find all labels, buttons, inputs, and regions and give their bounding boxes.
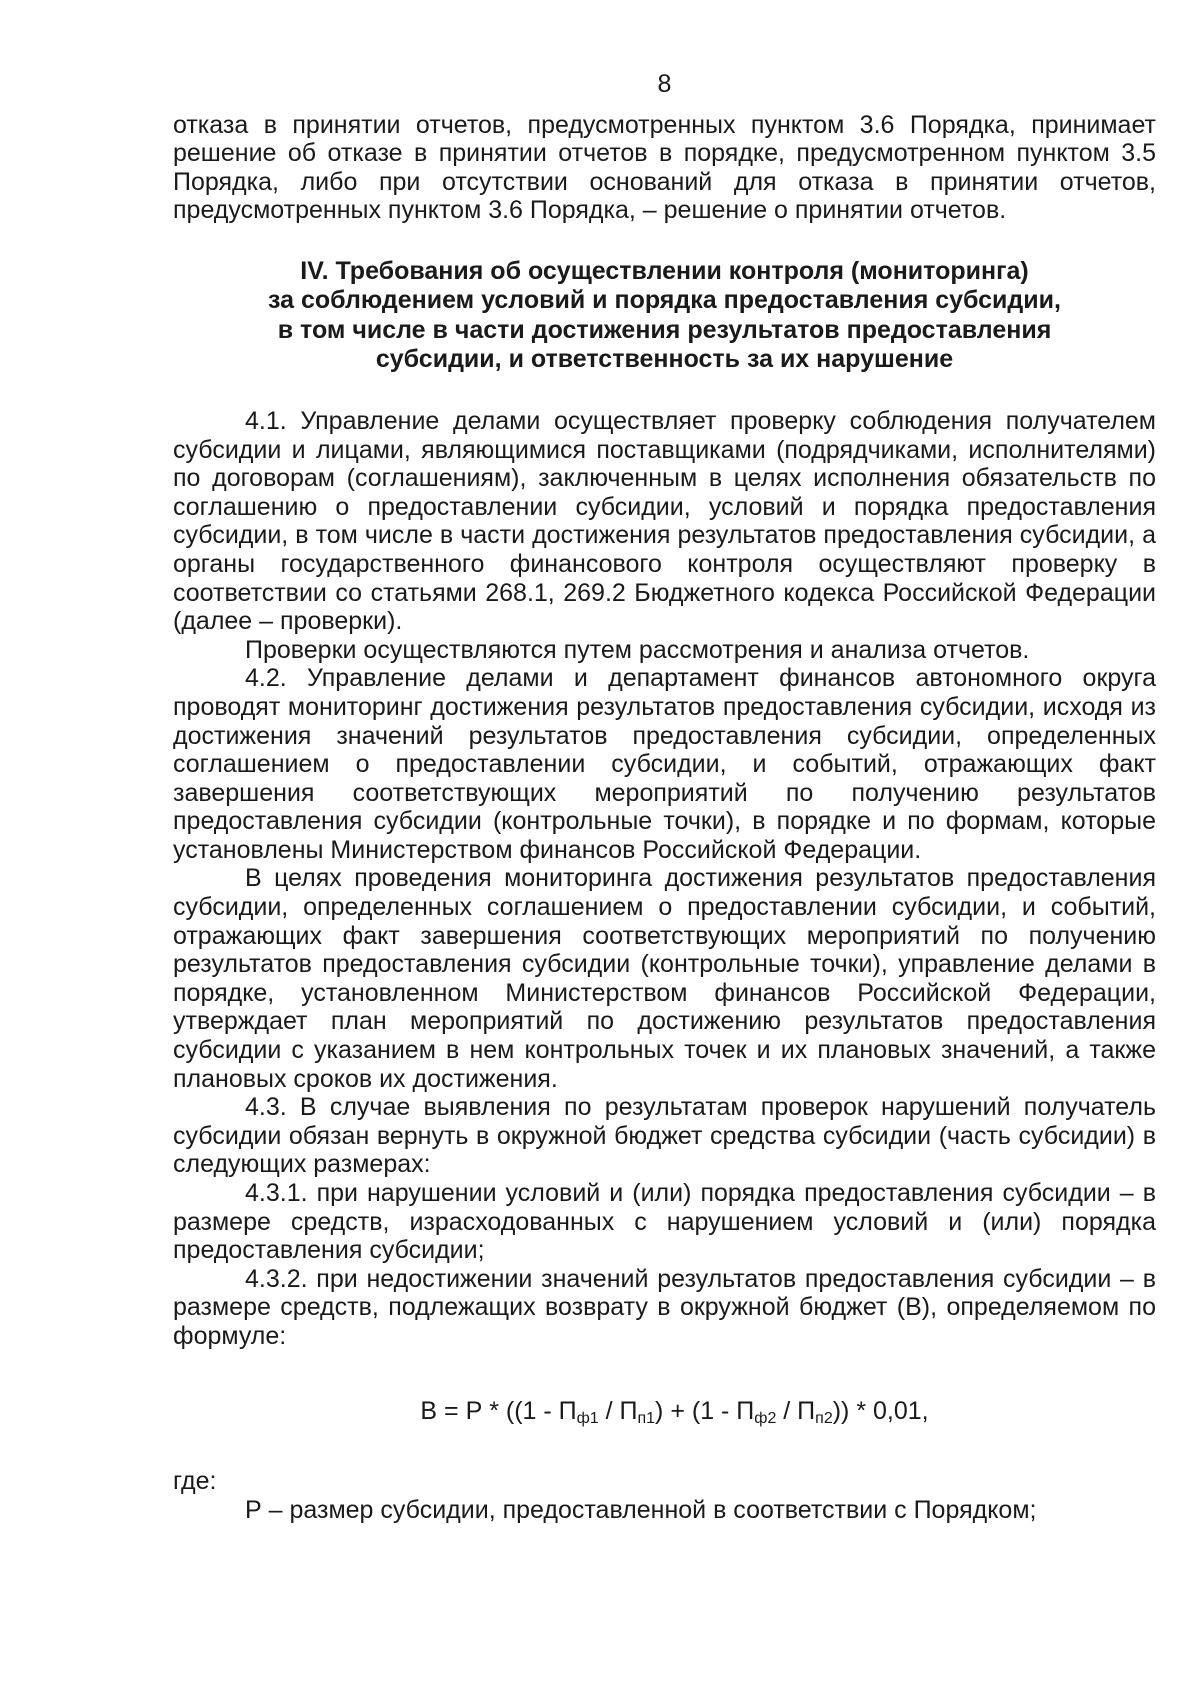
paragraph-4-3: 4.3. В случае выявления по результатам проверок нарушений получатель субсидии обязан вернуть в окружной бюджет средства субсидии (часть субсидии) в следующих размерах: [173,1093,1156,1179]
section-heading-line: в том числе в части достижения результатов предоставления [277,315,1052,344]
formula [173,1397,1156,1426]
section-heading-line: за соблюдением условий и порядка предоставления субсидии, [268,286,1061,315]
where-label: где: [173,1467,217,1496]
definition-paragraph: Р – размер субсидии, предоставленной в соответствии с Порядком; [245,1495,1037,1524]
formula-subscript: ф2 [754,1409,777,1427]
paragraph-4-1: 4.1. Управление делами осуществляет проверку соблюдения получателем субсидии и лицами, являющимися поставщиками (подрядчиками, исполнителями) по договорам (соглашениям), заключенным в целях исполнения обязательств по соглашению о предоставлении субсидии, условий и порядка предоставления субсидии, в том числе в части достижения результатов предоставления субсидии, а органы государственного финансового контроля осуществляют проверку в соответствии со статьями 268.1, 269.2 Бюджетного кодекса Российской Федерации (далее – проверки). [173,406,1156,636]
paragraph-4-2: 4.2. Управление делами и департамент финансов автономного округа проводят мониторинг достижения результатов предоставления субсидии, исходя из достижения значений результатов предоставления субсидии, определенных соглашением о предоставлении субсидии, и событий, отражающих факт завершения соответствующих мероприятий по получению результатов предоставления субсидии (контрольные точки), в порядке и по формам, которые установлены Министерством финансов Российской Федерации. [173,664,1156,864]
formula-part: / П [598,1396,638,1425]
formula-part: В = Р * ((1 - П [420,1396,577,1425]
formula-part: ) + (1 - П [655,1396,755,1425]
formula-subscript: п1 [637,1409,656,1427]
paragraph-4-2-b: В целях проведения мониторинга достижения результатов предоставления субсидии, определенных соглашением о предоставлении субсидии, и событий, отражающих факт завершения соответствующих мероприятий по получению результатов предоставления субсидии (контрольные точки), управление делами в порядке, установленном Министерством финансов Российской Федерации, утверждает план мероприятий по достижению результатов предоставления субсидии с указанием в нем контрольных точек и их плановых значений, а также плановых сроков их достижения. [173,864,1156,1093]
formula-subscript: ф1 [576,1409,599,1427]
formula-part: )) * 0,01, [832,1396,929,1425]
formula-part: / П [776,1396,816,1425]
document-page [173,70,1156,1524]
formula-subscript: п2 [815,1409,833,1427]
paragraph-4-1-b: Проверки осуществляются путем рассмотрения и анализа отчетов. [245,635,1030,664]
intro-paragraph: отказа в принятии отчетов, предусмотренных пунктом 3.6 Порядка, принимает решение об отказе в принятии отчетов в порядке, предусмотренном пунктом 3.5 Порядка, либо при отсутствии оснований для отказа в принятии отчетов, предусмотренных пунктом 3.6 Порядка, – решение о принятии отчетов. [173,110,1156,225]
section-heading [173,257,1156,375]
paragraph-4-3-2: 4.3.2. при недостижении значений результатов предоставления субсидии – в размере средств, подлежащих возврату в окружной бюджет (В), определяемом по формуле: [173,1264,1156,1350]
paragraph-4-3-1: 4.3.1. при нарушении условий и (или) порядка предоставления субсидии – в размере средств, израсходованных с нарушением условий и (или) порядка предоставления субсидии; [173,1179,1156,1265]
section-heading-line: субсидии, и ответственность за их нарушение [375,345,954,374]
page-number: 8 [657,70,672,98]
section-heading-line: IV. Требования об осуществлении контроля (мониторинга) [300,256,1029,285]
